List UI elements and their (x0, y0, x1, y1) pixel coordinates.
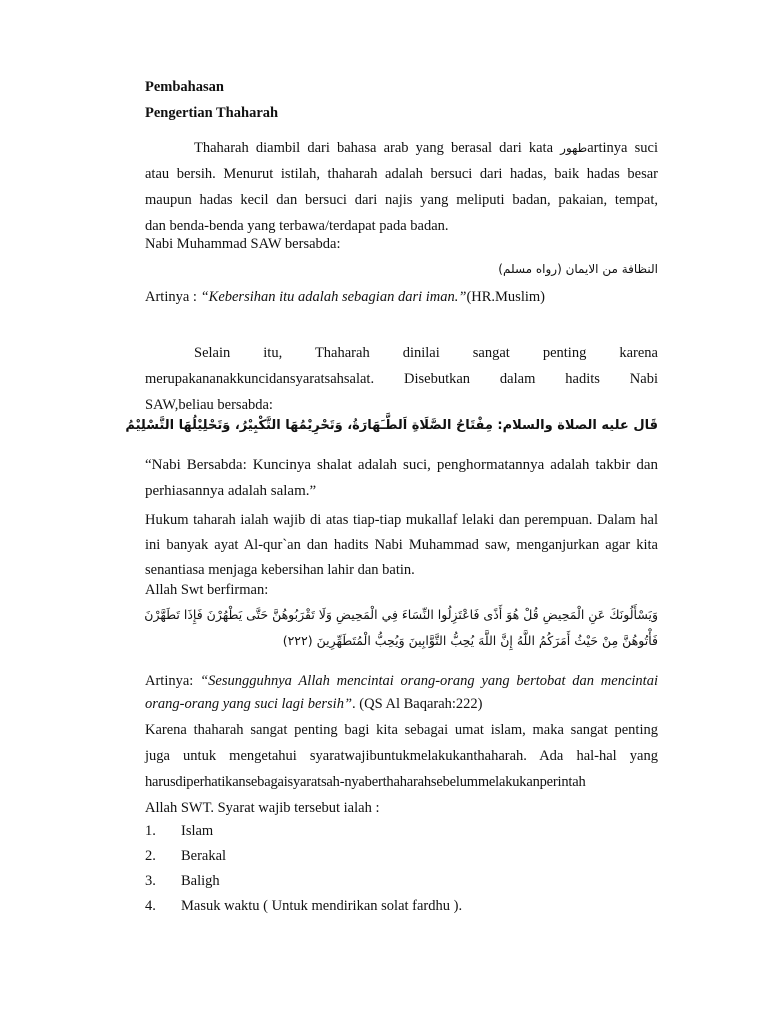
hadith-source: (HR.Muslim) (466, 289, 545, 305)
list-text: Baligh (181, 873, 220, 889)
hadith-arabic: النظافة من الايمان (رواه مسلم) (498, 262, 658, 276)
paragraph-thaharah-definition (145, 135, 658, 239)
paragraph-hukum: Hukum taharah ialah wajib di atas tiap-tiap mukallaf lelaki dan perempuan. Dalam hal ini banyak ayat Al-qur`an dan hadits Nabi Muhammad saw, menganjurkan agar kita senantiasa menjaga kebersihan lahir dan batin. (145, 512, 658, 578)
paragraph-line: merupakananakkuncidansyaratsahsalat. Disebutkan dalam hadits Nabi (145, 371, 658, 387)
list-number: 1. (145, 823, 156, 839)
paragraph-line: Karena thaharah sangat penting bagi kita sebagai umat islam, maka sangat penting (145, 722, 658, 738)
paragraph-line: Allah SWT. Syarat wajib tersebut ialah : (145, 800, 380, 816)
list-text: Masuk waktu ( Untuk mendirikan solat fardhu ). (181, 898, 463, 914)
paragraph-line: maupun hadas kecil dan bersuci dari najis yang meliputi badan, pakaian, tempat, (145, 192, 658, 208)
translation-text: “Kebersihan itu adalah sebagian dari iman.” (200, 289, 467, 305)
artinya-label: Artinya : (145, 289, 201, 305)
list-item (145, 898, 658, 920)
ayat-line-1: وَيَسْأَلُونَكَ عَنِ الْمَحِيضِ قُلْ هُوَ أَذًى فَاعْتَزِلُوا النِّسَاءَ فِي الْمَحِيضِ وَلَا تَقْرَبُوهُنَّ حَتَّى يَطْهُرْنَ فَإِذَا تَطَهَّرْنَ (144, 607, 658, 622)
section-heading: Pembahasan (145, 79, 224, 95)
allah-intro: Allah Swt berfirman: (145, 582, 269, 598)
paragraph-syarat (145, 717, 658, 821)
ayat-source: . (QS Al Baqarah:222) (352, 696, 483, 712)
hadith-translation (145, 289, 658, 306)
ayat-line-2: فَأْتُوهُنَّ مِنْ حَيْثُ أَمَرَكُمُ اللَّهُ إِنَّ اللَّهَ يُحِبُّ التَّوَّابِينَ وَيُحِبُّ الْمُتَطَهِّرِينَ (٢٢٢) (282, 633, 658, 648)
list-text: Islam (181, 823, 214, 839)
hadith2-arabic: قَال عليه الصلاة والسلام: مِفْتَاحُ الصَّلَاةِ اَلطَّـَهَارَةُ، وَتَحْرِيْمُهَا التَّكْبِيْرُ، وَتَحْلِيْلُهَا التَّسْلِيْمُ (125, 418, 658, 433)
paragraph-line: atau bersih. Menurut istilah, thaharah adalah bersuci dari hadas, baik hadas besar (145, 166, 658, 182)
hadith-intro: Nabi Muhammad SAW bersabda: (145, 236, 341, 252)
paragraph-importance (145, 340, 658, 418)
text-run: artinya suci (587, 140, 658, 156)
list-item (145, 848, 658, 870)
ayat-translation (145, 670, 658, 716)
list-text: Berakal (181, 848, 227, 864)
hadith2-translation: “Nabi Bersabda: Kuncinya shalat adalah suci, penghormatannya adalah takbir dan perhiasannya adalah salam.” (145, 457, 658, 499)
list-item (145, 823, 658, 845)
list-number: 3. (145, 873, 156, 889)
list-number: 2. (145, 848, 156, 864)
translation-text: “Sesungguhnya Allah mencintai orang-orang yang bertobat dan mencintai orang-orang yang suci lagi bersih” (145, 673, 658, 712)
subsection-heading: Pengertian Thaharah (145, 105, 279, 121)
syarat-list (145, 823, 658, 923)
list-number: 4. (145, 898, 156, 914)
paragraph-line: dan benda-benda yang terbawa/terdapat pada badan. (145, 218, 449, 234)
arabic-word: طهور (560, 141, 588, 155)
artinya-label: Artinya: (145, 673, 201, 689)
paragraph-line (145, 135, 658, 161)
paragraph-line: Selain itu, Thaharah dinilai sangat penting karena (194, 345, 658, 361)
paragraph-line: harusdiperhatikansebagaisyaratsah-nyaberthaharahsebelummelakukanperintah (145, 774, 586, 790)
list-item (145, 873, 658, 895)
text-run: Thaharah diambil dari bahasa arab yang berasal dari kata (194, 140, 561, 156)
paragraph-line: juga untuk mengetahui syaratwajibuntukmelakukanthaharah. Ada hal-hal yang (145, 748, 658, 764)
paragraph-line: SAW,beliau bersabda: (145, 397, 273, 413)
